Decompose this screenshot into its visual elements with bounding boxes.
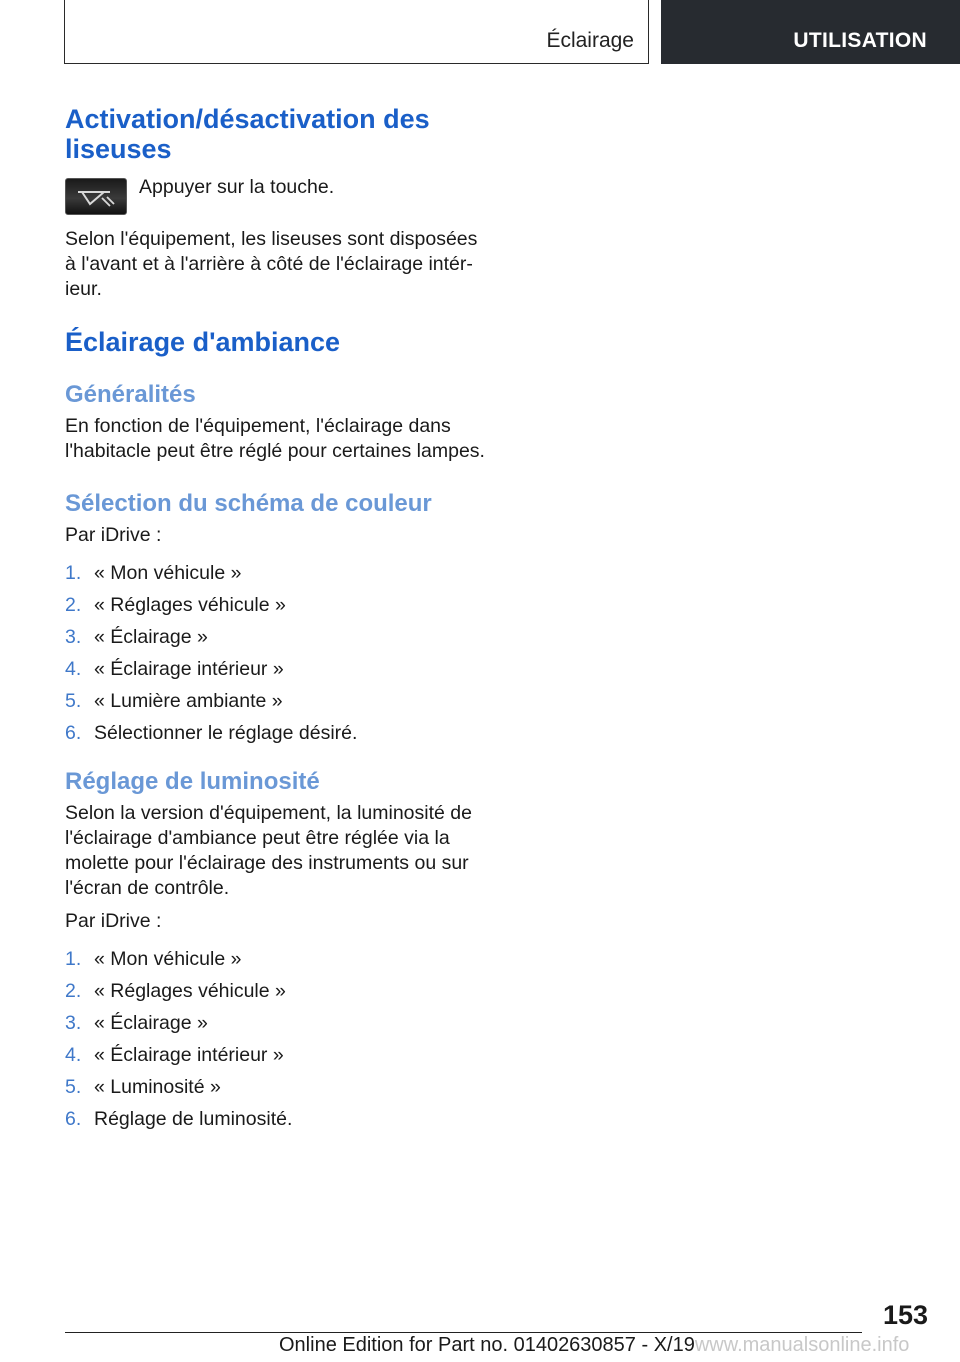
list-item: [65, 1075, 485, 1107]
step-number: 4.: [65, 1044, 82, 1066]
header-section-box: [64, 0, 649, 64]
schema-intro: Par iDrive :: [65, 524, 162, 546]
button-instruction-text: Appuyer sur la touche.: [139, 176, 335, 198]
list-item: [65, 979, 485, 1011]
step-text: « Réglages véhicule »: [94, 594, 286, 616]
page-number: 153: [882, 1300, 928, 1330]
step-number: 2.: [65, 980, 82, 1002]
step-text: « Éclairage »: [94, 626, 208, 648]
step-number: 6.: [65, 1108, 82, 1130]
step-text: « Mon véhicule »: [94, 948, 242, 970]
section-title-liseuses: Activation/désactivation des liseuses: [65, 104, 430, 164]
reading-light-symbol-icon: [74, 184, 118, 210]
step-text: « Éclairage intérieur »: [94, 658, 284, 680]
section-title-ambiance: Éclairage d'ambiance: [65, 327, 341, 357]
page-content: [65, 104, 485, 1139]
header-chapter-box: [661, 0, 960, 64]
subsection-title-luminosite: Réglage de luminosité: [65, 768, 320, 795]
list-item: [65, 625, 485, 657]
subsection-title-schema: Sélection du schéma de couleur: [65, 490, 432, 517]
step-number: 4.: [65, 658, 82, 680]
step-text: « Éclairage »: [94, 1012, 208, 1034]
list-item: [65, 1011, 485, 1043]
step-text: Sélectionner le réglage désiré.: [94, 722, 358, 744]
footer-watermark: www.manualsonline.info: [694, 1334, 910, 1356]
step-number: 2.: [65, 594, 82, 616]
header-section-title: Éclairage: [546, 29, 634, 52]
button-instruction: [65, 178, 485, 215]
list-item: [65, 1107, 485, 1139]
generalites-paragraph: En fonction de l'équipement, l'éclairage dans l'habitacle peut être réglé pour certaines lampes.: [65, 415, 485, 462]
luminosite-paragraph: Selon la version d'équipement, la luminosité de l'éclairage d'ambiance peut être réglée via la molette pour l'éclairage des instruments ou sur l'écran de contrôle.: [65, 802, 472, 899]
step-text: Réglage de luminosité.: [94, 1108, 293, 1130]
footer-divider: [65, 1332, 862, 1333]
footer-edition-text: Online Edition for Part no. 01402630857 - X/19: [279, 1334, 695, 1356]
step-text: « Réglages véhicule »: [94, 980, 286, 1002]
step-text: « Éclairage intérieur »: [94, 1044, 284, 1066]
list-item: [65, 947, 485, 979]
step-text: « Luminosité »: [94, 1076, 221, 1098]
step-number: 3.: [65, 1012, 82, 1034]
liseuses-paragraph: Selon l'équipement, les liseuses sont disposées à l'avant et à l'arrière à côté de l'éclairage intérieur.: [65, 228, 478, 300]
list-item: [65, 657, 485, 689]
schema-steps-list: [65, 561, 485, 753]
step-number: 3.: [65, 626, 82, 648]
header-chapter-title: UTILISATION: [793, 29, 927, 52]
list-item: [65, 561, 485, 593]
step-text: « Lumière ambiante »: [94, 690, 283, 712]
footer-edition-line: [279, 1334, 909, 1357]
step-text: « Mon véhicule »: [94, 562, 242, 584]
step-number: 1.: [65, 948, 82, 970]
step-number: 6.: [65, 722, 82, 744]
reading-light-button-icon: [65, 178, 127, 215]
step-number: 5.: [65, 690, 82, 712]
luminosite-steps-list: [65, 947, 485, 1139]
list-item: [65, 689, 485, 721]
list-item: [65, 593, 485, 625]
luminosite-intro: Par iDrive :: [65, 910, 162, 932]
list-item: [65, 1043, 485, 1075]
list-item: [65, 721, 485, 753]
step-number: 5.: [65, 1076, 82, 1098]
subsection-title-generalites: Généralités: [65, 381, 196, 408]
step-number: 1.: [65, 562, 82, 584]
